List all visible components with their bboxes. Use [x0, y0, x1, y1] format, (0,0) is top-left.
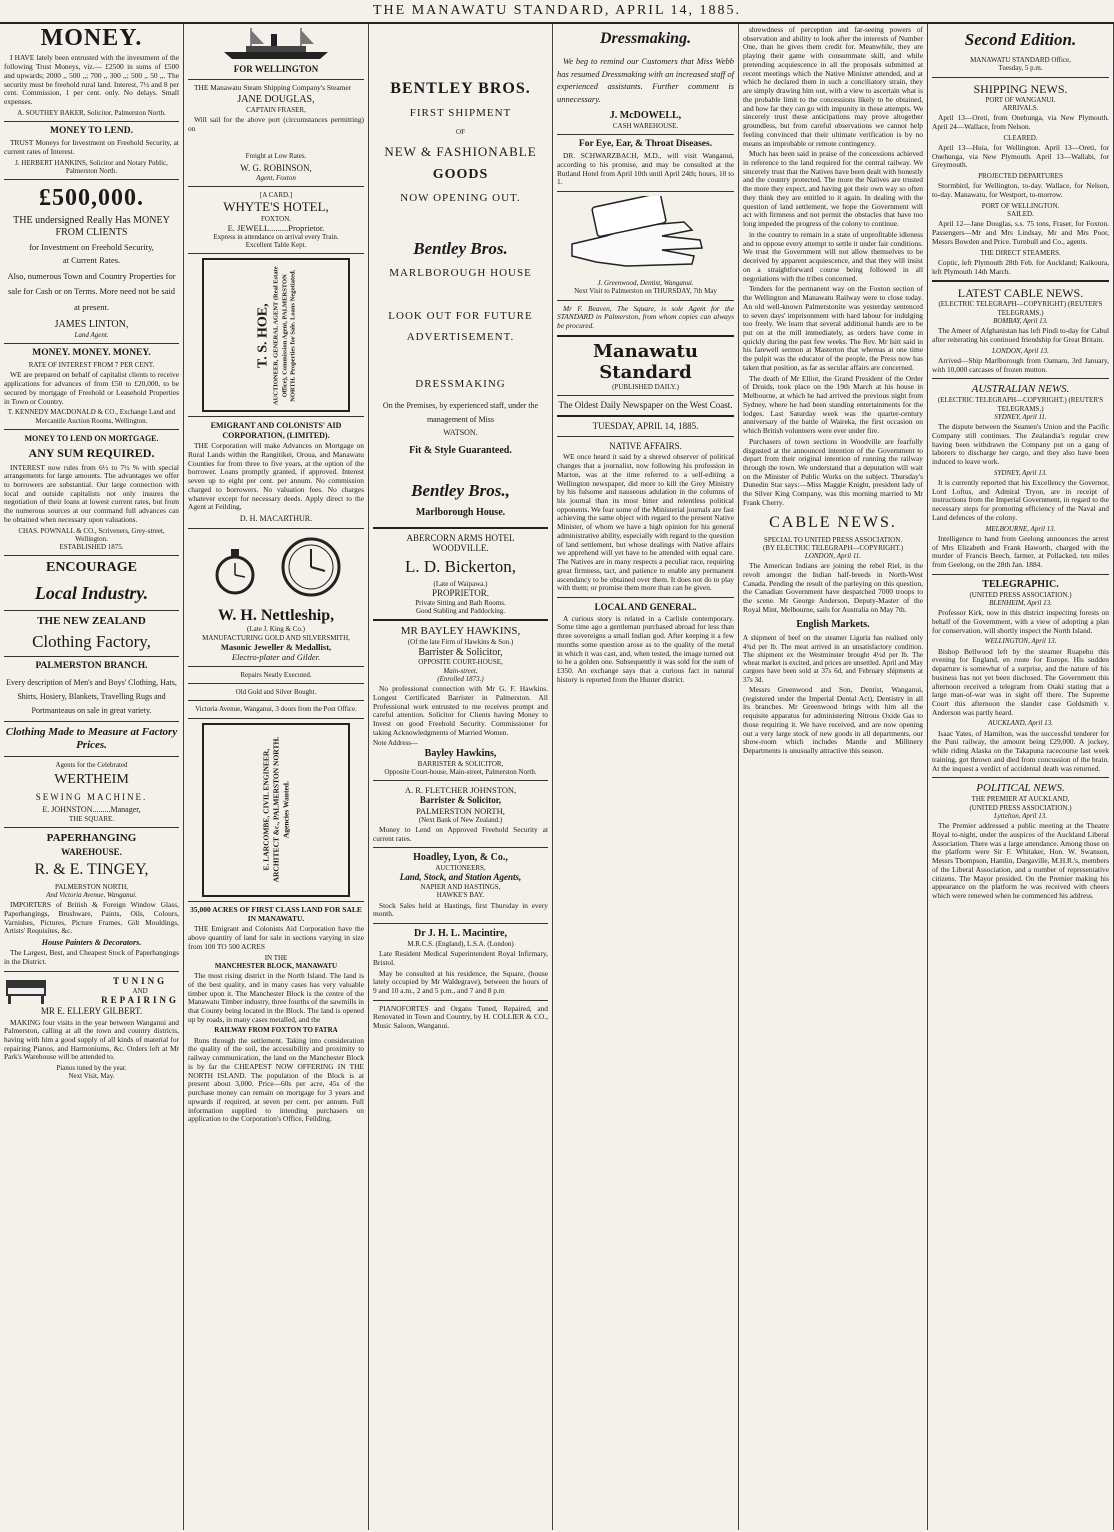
nettleship-text: MANUFACTURING GOLD AND SILVERSMITH,: [202, 633, 350, 642]
arrivals-title: ARRIVALS.: [1002, 103, 1039, 112]
repairing-text: REPAIRING: [101, 995, 179, 1006]
col6-english-text: A shipment of beef on the steamer Liguria has realised only 4¾d per lb. The meat arrived in an unsatisfactory condition. The shipment ex the Westminster brought 4½d per lb. The wheat market is excited, and prices are unsettled. April and May cargoes have been sold at 37s 6d, and February shipments at 37s 3d.: [743, 634, 923, 684]
enrolled-text: (Enrolled 1873.): [437, 674, 484, 683]
hoadley-title: Hoadley, Lyon, & Co.,: [413, 852, 508, 864]
macintire-title: Dr J. H. L. Macintire,: [414, 928, 507, 940]
second-edition: Second Edition.: [964, 30, 1077, 49]
jewell-proprietor: E. JEWELL.........Proprietor.: [227, 222, 325, 233]
in-the-text: IN THE: [264, 953, 288, 962]
for-wellington: FOR WELLINGTON: [233, 64, 319, 74]
big-signature-2: Land Agent.: [74, 330, 109, 339]
oldest-text: The Oldest Daily Newspaper on the West Coast.: [558, 400, 733, 411]
advert-text: ADVERTISEMENT.: [406, 330, 515, 343]
larcombe-card: [202, 723, 350, 897]
upa-2-text: (UNITED PRESS ASSOCIATION.): [969, 803, 1072, 812]
native-title: NATIVE AFFAIRS.: [609, 440, 682, 451]
marlborough-2: Marlborough House.: [415, 506, 506, 518]
hawkins-sub: (Of the late Firm of Hawkins & Son.): [407, 638, 514, 647]
opening-out: NOW OPENING OUT.: [400, 191, 521, 204]
freight-text: Freight at Low Rates.: [245, 151, 307, 160]
money-signature: A. SOUTHEY BAKER, Solicitor, Palmerston North.: [17, 108, 166, 117]
notes-text: Note Address—: [373, 739, 418, 748]
bayley-hawkins-2: Bayley Hawkins,: [424, 747, 497, 759]
political-title: POLITICAL NEWS.: [976, 782, 1065, 795]
big-signature: JAMES LINTON,: [54, 318, 129, 330]
opposite-text: OPPOSITE COURT-HOUSE,: [418, 658, 503, 667]
melbourne-text: Intelligence to hand from Geelong announces the arrest of Mrs Elizabeth and Frank Haworth, charged with the murder of Francis Beech, farmer, at Pollacked, ten miles from Geelong, on the 28th Jan. 1884.: [932, 533, 1109, 570]
pianofortes-text: PIANOFORTES and Organs Tuned, Repaired, and Renovated in Town and Country, by H. COLLIER & CO., Music Saloon, Wanganui.: [373, 1003, 548, 1031]
col6-text-mid: The death of Mr Elliot, the Grand President of the Order of Druids, took place on the 19th March at his house in Melbourne, at which he had arrived the previous night from Sydney, where he had been standing entertainments for the lodges. Last Saturday week was the quarter-century anniversary of the battle of Waireka, the first occasion on which British volunteers were ever under fire.: [743, 373, 923, 436]
pianos-tuned: Pianos tuned by the year.: [56, 1064, 127, 1073]
nettleship-title: W. H. Nettleship,: [217, 606, 335, 624]
col6-text-low: Purchasers of town sections in Woodville are fearfully disgusted at the announced intention of the Government to depart from their original intention of running the railway through the town. We understand that a deputation will wait on the Minister of Public Works on the subject. Thursday's Dunedin Star says:—Miss Maggie Knight, president lady of the Silver King Company, was this morning married to Mr Frank Cherry.: [743, 436, 923, 507]
next-visit: Next Visit, May.: [68, 1072, 115, 1081]
latest-title: LATEST CABLE NEWS.: [957, 286, 1084, 301]
mmm-signature: T. KENNEDY MACDONALD & CO., Exchange Land and Mercantile Auction Rooms, Wellington.: [7, 408, 176, 425]
projected-text: Stormbird, for Wellington, to-day. Wallace, for Nelson, to-day. Manawatu, for Westport, to-morrow.: [932, 181, 1109, 200]
measure-text: Clothing Made to Measure at Factory Prices.: [5, 726, 178, 752]
any-established: ESTABLISHED 1875.: [59, 543, 124, 552]
sydney-2-text: It is currently reported that his Excellency the Governor, Lord Loftus, and Admiral Tryon, are in receipt of instructions from the Imperial Government, in regard to the necessary steps for promoting efficiency of the Naval and Land defences of the colony.: [932, 478, 1109, 522]
victoria-text: Victoria Avenue, Wanganui, 3 doors from the Post Office.: [195, 705, 357, 714]
port-wellington: PORT OF WELLINGTON.: [981, 201, 1060, 210]
blenheim-text: Professor Kirk, now in this district inspecting forests on behalf of the Government, with a view of adopting a plan for conservation, will shortly inspect the North Island.: [932, 608, 1109, 635]
stabling-text: Good Stabling and Paddocking.: [415, 607, 506, 616]
private-text: Private Sitting and Bath Rooms.: [415, 598, 506, 607]
dentist-hand-icon: [566, 196, 726, 276]
hoe-lines: AUCTIONEER, GENERAL AGENT (Real Estate Office), Commission Agent, PALMERSTON NORTH. Properties for Sale. Loans Negotiated.: [272, 265, 297, 405]
london-text: Arrived—Ship Marlborough from Oamaru, 3rd January, with 10,000 carcases of frozen mutton.: [932, 355, 1109, 374]
mortgage-title: MONEY TO LEND ON MORTGAGE.: [24, 433, 159, 443]
cleared-title: CLEARED.: [1003, 133, 1038, 142]
emig-title: EMIGRANT AND COLONISTS' AID CORPORATION, (LIMITED).: [210, 421, 342, 440]
lend-text: TRUST Moneys for Investment on Freehold Security, at current rates of Interest.: [4, 138, 179, 156]
big-text-4: Also, numerous Town and Country Properties for sale for Cash or on Terms. More need not be said at present.: [7, 271, 176, 312]
big-text-3: at Current Rates.: [62, 255, 121, 266]
col6-english: English Markets.: [796, 618, 870, 630]
sydney-title: SYDNEY, April 11.: [994, 412, 1047, 421]
bentley-title: BENTLEY BROS.: [390, 80, 531, 97]
col6-cable: CABLE NEWS.: [769, 513, 897, 531]
london-title: LONDON, April 13.: [992, 346, 1049, 355]
consulted-text: May be consulted at his residence, the Square, (house lately occupied by Mr Waldegrave), between the hours of 9 and 10 a.m., 2 and 5 p.m., and 7 and 8 p.m: [373, 968, 548, 995]
tingey-location: PALMERSTON NORTH,: [54, 882, 129, 891]
political-text: The Premier addressed a public meeting at the Theatre Royal to-night, under the auspices of the Auckland Liberal Association. There was a large attendance. Among those on the platform were Sir F. Whitaker, Hon. W. Swanson, Messrs Thompson, Hamlin, Dargaville, M.H.R.'s, members of the Liberal Association, and a number of representative citizens. The Mayor presided. On the Premier making his appearance on the platform he was received with cheers which were renewed when he commenced his address.: [932, 821, 1109, 900]
col6-cable-text: The American Indians are joining the rebel Riel, in the revolt amongst the Indian half-breeds in North-West Canada. Pending the result of the parleying on this question, the Canadian Government have despatched 7000 troops to the scene. Mr George Anderson, Deputy-Master of the Royal Mint, Melbourne, sails for Australia on May 7th.: [743, 561, 923, 614]
table-text: Excellent Table Kept.: [245, 241, 307, 250]
watson-text: WATSON.: [443, 427, 478, 437]
sailed-text: April 12—Jane Douglas, s.s. 75 tons, Fraser, for Foxton. Passengers—Mr and Mrs Lindsay, Mr and Mrs Poor, Messrs Bowden and Price. Turnbull and Co., agents.: [932, 219, 1109, 246]
sydney-2-title: SYDNEY, April 13.: [994, 468, 1047, 477]
paper-name: Manawatu Standard: [593, 340, 698, 383]
lend-signature: J. HERBERT HANKINS, Solicitor and Notary Public, Palmerston North.: [15, 158, 168, 175]
and-text: AND: [132, 986, 148, 995]
masonic-text: Masonic Jeweller & Medallist,: [220, 641, 332, 652]
date-line: TUESDAY, APRIL 14, 1885.: [592, 421, 699, 432]
col5-text-mid: Much has been said in praise of the concessions achieved in reference to the land required for the central railway. We sincerely trust that the Natives have been dealt with honestly and the country protected. The more the Natives are trusted the more they expect, and having got their own way so often they think they are entitled to it again. In dealing with the question of land settlement, we hope the Government will act with firmness and not permit the obstacles that have too long impeded the progress of the colony to continue.: [743, 149, 923, 229]
tingey-text: IMPORTERS of British & Foreign Window Glass, Paperhangings, Brushware, Paints, Oils, Colours, Varnishes, Pictures, Picture Frames, Gilt Mouldings, Artists' Requisites, &c.: [4, 900, 179, 936]
repairs-text: Repairs Neatly Executed.: [240, 670, 312, 679]
robinson-role: Agent, Foxton: [256, 173, 296, 182]
largest-text: The Largest, Best, and Cheapest Stock of Paperhangings in the District.: [4, 948, 179, 967]
premises-text: On the Premises, by experienced staff, under the management of Miss: [382, 400, 539, 425]
eye-text: DR. SCHWARZBACH, M.D., will visit Wanganui, according to his promise, and may be consulted at the Rutland Hotel from April 10th until April 24th; hours, 10 to 1.: [557, 151, 734, 187]
main-street: Main-street,: [443, 666, 478, 675]
any-signature: CHAS. POWNALL & CO., Scriveners, Grey-street, Wellington.: [18, 526, 165, 543]
bentley-script-2: Bentley Bros.,: [411, 480, 510, 500]
arrivals-text: April 13—Oreti, from Onehunga, via New Plymouth. April 24—Wallace, from Nelson.: [932, 113, 1109, 131]
nz-title: THE NEW ZEALAND: [37, 615, 146, 628]
local-text: A curious story is related in a Carlisle contemporary. Some time ago a gentleman purchased abroad for less than three sovereigns a small Indian god. After keeping it a few months some question arose as to the quality of the metal in which it was cast, and, when tested, the image turned out to be a golden one. Subsequently it was sold for the sum of £350. An exchange says that a curious fact in natural history is reported from the Hunter district.: [557, 613, 734, 684]
wellington-title: WELLINGTON, April 13.: [984, 637, 1057, 646]
steam-text-2: Will sail for the above port (circumstances permitting) on: [188, 115, 364, 134]
big-sum: £500,000.: [39, 185, 144, 212]
bayley-hawkins-loc: Opposite Court-house, Main-street, Palmerston North.: [384, 767, 537, 776]
mcdowell-name: J. McDOWELL,: [609, 109, 682, 121]
stamp-text: J. Greenwood, Dentist, Wanganui.: [597, 279, 694, 288]
col5-text-top: shrewdness of perception and far-seeing powers of observation and ability to look after the interests of Number One, than he gives them credit for. Meanwhile, they are playing their game with consummate skill, and while pretending acquiescence in all the proposals submitted at recent meetings which the Native Minister attended, and at which he declared them in such a conciliatory strain, they are simply drawing him out, with a view to ascertain what is the probable limit to the concessions likely to be obtained, and how far they can go with impunity in these attempts. We sincerely trust these anticipations may prove altogether groundless, but from careful observations we cannot help feeling convinced that their ultimate verification is by no means an improbable or remote contingency.: [743, 25, 923, 148]
palmerston-text: PALMERSTON NORTH,: [416, 805, 505, 816]
gilbert-text: MAKING four visits in the year between Wanganui and Palmerston, calling at all the town and country districts, having with him a good supply of all kinds of material for repairing Pianos, and Harmoniums, &c. Orders left at Mr Park's Warehouse will be attended to.: [4, 1017, 179, 1062]
mrcs-text: M.R.C.S. (England), L.S.A. (London): [407, 939, 514, 948]
steamship-icon: [216, 26, 336, 62]
hawkes-text: HAWKE'S BAY.: [436, 891, 485, 900]
agents-text: Agents for the Celebrated: [55, 761, 128, 770]
foxton-text: FOXTON.: [260, 214, 291, 223]
column-4: [553, 24, 739, 1530]
col6-special: SPECIAL TO UNITED PRESS ASSOCIATION.: [763, 535, 903, 544]
abercorn-title: ABERCORN ARMS HOTEL: [406, 532, 515, 543]
blenheim-title: BLENHEIM, April 13.: [989, 598, 1052, 607]
goods-text: GOODS: [432, 167, 489, 183]
native-text: WE once heard it said by a shrewd observer of political changes that a journalist, now following his profession in Marton, was at the time referred to a self-editing a Wellington newspaper, did more to kill the Grey Ministry by his fulsome and nauseous adulation in the columns of his journal than its most bitter and relentless political opponents. We fear some of the Ministerial journals are fast achieving the same object with regard to the present Native Minister, of whom we have a high opinion for his general administrative ability, especially with regard to the question of land settlement, but whose dealings with Native affairs we apprehend will yet have to be attended with equal care. The Natives are in many respects a peculiar race, requiring great firmness, tact, and patience to enable any permanent ascendancy to be obtained over them. It does not do to play with them; or promise them more than can be given.: [557, 452, 734, 593]
bickerton-name: L. D. Bickerton,: [405, 556, 516, 576]
acres-text: THE Emigrant and Colonists Aid Corporation have the above quantity of land for sale in sections varying in size from 100 TO 500 ACRES: [188, 924, 364, 951]
port-title: PORT OF WANGANUI.: [985, 95, 1056, 104]
col6-copyright: (BY ELECTRIC TELEGRAPH—COPYRIGHT.): [762, 543, 904, 552]
melbourne-title: MELBOURNE, April 13.: [985, 524, 1056, 533]
time-text: Tuesday, 5 p.m.: [998, 64, 1043, 73]
block-title: MANCHESTER BLOCK, MANAWATU: [214, 961, 338, 970]
fit-text: Fit & Style Guaranteed.: [409, 445, 512, 457]
warehouse-text: WAREHOUSE.: [61, 847, 122, 858]
branch-title: PALMERSTON BRANCH.: [35, 661, 148, 672]
big-text-2: for Investment on Freehold Security,: [29, 242, 154, 253]
electro-text: Electro-plater and Gilder.: [231, 651, 321, 662]
branch-text: Every description of Men's and Boys' Clothing, Hats, Shirts, Hosiery, Blankets, Travelling Rugs and Portmanteaus on sale in great variety.: [6, 678, 177, 715]
direct-text: Coptic, left Plymouth 28th Feb. for Auckland; Kaikoura, left Plymouth 14th March.: [932, 257, 1109, 276]
tuning-text: TUNING: [113, 976, 168, 987]
barrister-2: Barrister & Solicitor,: [419, 795, 502, 806]
column-2: [184, 24, 369, 1530]
encourage-title: ENCOURAGE: [45, 560, 137, 576]
bentley-script: Bentley Bros.: [413, 238, 508, 258]
gilbert-title: MR E. ELLERY GILBERT.: [40, 1005, 143, 1016]
johnston-manager: E. JOHNSTON.........Manager,: [42, 805, 141, 815]
railway-text: Runs through the settlement. Taking into consideration the quality of the soil, the accessibility and proximity to railway communication, the land on the Manchester Block is by far the CHEAPEST NOW OFFERING IN THE NORTH ISLAND. The population of the Block is at present about 3,000. Price—60s per acre, 45s of the purchase money can remain on mortgage for 3 years and upwards if required, at seven per cent. per annum. Full information supplied to intending purchasers on application to the Corporation's Office, Feilding.: [188, 1035, 364, 1124]
captain-text: CAPTAIN FRASER,: [246, 106, 306, 115]
square-text: THE SQUARE.: [68, 814, 115, 823]
local-industry: Local Industry.: [34, 582, 149, 603]
dress-text: We beg to remind our Customers that Miss Webb has resumed Dressmaking with an increased staff of experienced assistants. Further comment is unnecessary.: [557, 55, 734, 105]
masthead-title: THE MANAWATU STANDARD, APRIL 14, 1885.: [0, 0, 1114, 24]
hoe-name: T. S. HOE,: [255, 302, 271, 368]
sailed-title: SAILED.: [1007, 210, 1034, 219]
proprietor-text: PROPRIETOR.: [431, 588, 490, 599]
hoe-card: [202, 258, 350, 412]
wertheim-text: WERTHEIM: [54, 772, 129, 788]
beaven-text: Mr F. Beaven, The Square, is sole Agent for the STANDARD in Palmerston, from whom copies can always be procured.: [557, 303, 734, 331]
bombay-title: BOMBAY, April 13.: [993, 316, 1048, 325]
col6-text-top: Tenders for the permanent way on the Foxton section of the Wellington and Manawatu Railway were to close today. An old well-known Palmerstonite was yesterday sentenced to seven days' imprisonment with hard labour for indulging too freely. We learn that several additional hands are to be put on at the mill immediately, as orders have come in quickly during the past few weeks. The Rev. Mr Isitt said in his farewell sermon at Masterton that whereas at one time the pulpit was the educator of the people, the Press now has taken that position, as far as secular affairs are concerned.: [743, 284, 923, 372]
col5-text-bottom: in the country to remain in a state of unprofitable idleness and to oppose every attempt to settle it under fair conditions. We trust the Government will not allow themselves to be deceived by apparent acquiescence, and that they will insist on a straightforward course being followed in all negotiations with the tribes concerned.: [743, 229, 923, 283]
hawkins-text: No professional connection with Mr G. F. Hawkins. Longest Certificated Barrister in Palmerston. All Professional work entrusted to me receives prompt and careful attention. Solicitor for Clients having Money to Invest on good Freehold Security. Commissioner for taking Acknowledgments of Married Women.: [373, 684, 548, 737]
column-6: [928, 24, 1114, 1530]
mmm-text: WE are prepared on behalf of capitalist clients to receive applications for advances of from £50 to £20,000, to be secured by mortgage of Freehold or Leasehold Properties in Town or Country.: [4, 370, 179, 406]
col6-london: LONDON, April 11.: [804, 552, 862, 561]
mmm-title: MONEY. MONEY. MONEY.: [32, 348, 151, 359]
lend-title: MONEY TO LEND.: [50, 125, 133, 136]
block-text: The most rising district in the North Island. The land is of the best quality, and in many cases has very valuable timber upon it. The Manchester Block is the centre of the Manawatu Timber industry, three fourths of the sawmills in that County being located in the Block. The land is opened up by roads, in many cases metalled, and the: [188, 971, 364, 1024]
money-title: MONEY.: [40, 25, 143, 51]
mmm-sub: RATE OF INTEREST FROM 7 PER CENT.: [28, 361, 155, 370]
column-3: [369, 24, 553, 1530]
any-text: INTEREST now rules from 6½ to 7½ % with special arrangements for large amounts. The advantages we offer to borrowers are substantial. Our large connection with local and outside capitalists not only insures the negotiation of their loans at lowest current rates, but from the numerous sources at our command full advances can be obtained when necessary upon valuations.: [4, 462, 179, 524]
money-lend: Money to Lend on Approved Freehold Security at current rates.: [373, 824, 548, 843]
of-text: OF: [456, 127, 465, 136]
piano-icon: [4, 976, 48, 1006]
new-fashionable: NEW & FASHIONABLE: [384, 144, 537, 160]
late-text: Late Resident Medical Superintendent Royal Infirmary, Bristol.: [373, 949, 548, 967]
eye-title: For Eye, Ear, & Throat Diseases.: [578, 138, 713, 149]
aus-sub: (ELECTRIC TELEGRAPH—COPYRIGHT.) (REUTER'S TELEGRAMS.): [937, 396, 1104, 413]
premier-title: THE PREMIER AT AUCKLAND,: [971, 795, 1070, 804]
acres-title: 35,000 ACRES OF FIRST CLASS LAND FOR SALE IN MANAWATU.: [190, 904, 362, 923]
robinson-name: W. G. ROBINSON,: [240, 163, 312, 174]
tingey-title: R. & E. TINGEY,: [34, 860, 149, 878]
office-text: MANAWATU STANDARD Office,: [970, 56, 1071, 65]
waipawa-text: (Late of Waipawa.): [433, 579, 488, 588]
aus-title: AUSTRALIAN NEWS.: [971, 383, 1070, 396]
latest-sub: (ELECTRIC TELEGRAPH—COPYRIGHT) (REUTER'S TELEGRAMS.): [938, 300, 1103, 317]
wellington-text: Bishop Bellwood left by the steamer Ruapehu this evening for England, en route for Europe. His sudden departure is somewhat of a surprise, and the nature of his business has not yet been disclosed. The Government this afternoon received a telegram from Otaki stating that a large man-of-war was in sight off there. The Supreme Court this afternoon the slander case Goldsmith v. Anderson was partly heard.: [932, 646, 1109, 717]
auckland-title: AUCKLAND, April 13.: [988, 719, 1053, 728]
shipping-title: SHIPPING NEWS.: [973, 81, 1068, 96]
col6-advt-text: Messrs Greenwood and Son, Dentist, Wanganui, (registered under the Imperial Dental Act), Dentistry in all its branches. Mr Greenwood brings with him all the requisite apparatus for administering Nitrous Oxide Gas to those requiring it. We have received, and are now opening out a very large stock of new goods in all departments, our show-room which includes Mantle and Millinery Departments is unusually attractive this season.: [743, 684, 923, 756]
dress-title: Dressmaking.: [599, 30, 692, 47]
published-text: (PUBLISHED DAILY.): [612, 383, 679, 392]
old-gold-text: Old Gold and Silver Bought.: [235, 688, 317, 697]
sewing-text: SEWING MACHINE.: [35, 791, 148, 802]
clock-watch-icon: [201, 533, 351, 603]
woodville-text: WOODVILLE.: [432, 543, 489, 554]
larcombe-lines: E. LARCOMBE, CIVIL ENGINEER, ARCHITECT &c., PALMERSTON NORTH. Agencies Wanted.: [261, 736, 290, 883]
projected-title: PROJECTED DEPARTURES: [978, 172, 1063, 181]
whyte-hotel: WHYTE'S HOTEL,: [223, 199, 329, 215]
bombay-text: The Ameer of Afghanistan has left Pindi to-day for Cabul after reiterating his continued friendship for Great Britain.: [932, 326, 1109, 344]
railway-title: RAILWAY FROM FOXTON TO FATRA: [214, 1026, 338, 1035]
visit-text: Next Visit to Palmerston on THURSDAY, 7th May: [574, 287, 717, 296]
hawkins-title: MR BAYLEY HAWKINS,: [400, 625, 521, 638]
any-title: ANY SUM REQUIRED.: [28, 446, 155, 461]
express-text: Express in attendance on arrival every Train.: [213, 232, 339, 241]
stock-text: Stock Sales held at Hastings, first Thursday in every month.: [373, 900, 548, 919]
direct-title: THE DIRECT STEAMERS.: [980, 248, 1061, 257]
lyttelton-title: Lyttelton, April 13.: [994, 811, 1047, 820]
barrister-text: Barrister & Solicitor,: [418, 646, 503, 658]
column-5: [739, 24, 928, 1530]
upa-text: (UNITED PRESS ASSOCIATION.): [969, 590, 1072, 599]
big-text-1: THE undersigned Really Has MONEY FROM CLIENTS: [13, 215, 170, 239]
auckland-text: Isaac Yates, of Hamilton, was the successful tenderer for the Puni railway, the amount being £29,000. A jockey, while riding Alaska on the Takapuna racecourse last week training, got thrown and died from concussion of the brain. At the inquest a verdict of accidental death was returned.: [932, 728, 1109, 773]
dressmaking-title: DRESSMAKING: [415, 377, 506, 390]
column-1: [0, 24, 184, 1530]
telegraphic-title: TELEGRAPHIC.: [982, 578, 1059, 590]
steam-text: THE Manawatu Steam Shipping Company's Steamer: [194, 82, 352, 92]
cleared-text: April 13—Huia, for Wellington. April 13—Oreti, for Onehunga, via New Plymouth. April 13—Wallabi, for Greymouth.: [932, 142, 1109, 170]
card-text: [A CARD.]: [259, 190, 293, 199]
local-title: LOCAL AND GENERAL.: [594, 602, 697, 613]
bayley-hawkins-sub: BARRISTER & SOLICITOR,: [417, 759, 504, 768]
land-text: Land, Stock, and Station Agents,: [399, 872, 522, 883]
jane-douglas: JANE DOUGLAS,: [237, 94, 315, 106]
marlborough-house: MARLBOROUGH HOUSE: [389, 266, 532, 279]
paper-title: PAPERHANGING: [46, 832, 137, 845]
nettleship-sub: (Late J. King & Co.): [247, 625, 305, 634]
house-painters: House Painters & Decorators.: [41, 938, 142, 948]
tingey-location-2: And Victoria Avenue, Wanganui.: [46, 890, 137, 899]
macarthur-name: D. H. MACARTHUR.: [239, 514, 313, 524]
cash-warehouse: CASH WAREHOUSE.: [612, 121, 679, 130]
sydney-text: The dispute between the Seamen's Union and the Pacific Company still continues. The Zealandia's regular crew having been withdrawn the Company put on a gang of laborers to discharge her cargo, and they also have been induced to leave work.: [932, 422, 1109, 467]
next-bank: (Next Bank of New Zealand.): [418, 815, 503, 824]
first-shipment: FIRST SHIPMENT: [409, 106, 512, 119]
money-text: I HAVE lately been entrusted with the investment of the following Trust Moneys, viz.— £2500 in sums of £500 and upwards; 2000 ,, 500 ,,; 700 ,, 300 ,,; 500 ,, 50 ,,. The security must be freehold rural land. Interest, 7½ and 8 per cent. Commission, 1 per cent. only. No delays. Small expenses.: [4, 53, 179, 106]
clothing-factory: Clothing Factory,: [32, 632, 151, 652]
auctioneers-text: AUCTIONEERS,: [435, 864, 486, 873]
emig-text: THE Corporation will make Advances on Mortgage on Rural Lands within the Rangitikei, Oroua, and Manawatu Counties for from three to five years, at the option of the borrower. Loans promptly granted, if approved. Interest seven up to eight per cent. per annum. No commission charged to borrowers. No valuation fees. No charges whatever except for necessary deeds. Apply direct to the Agent at Feilding,: [188, 441, 364, 512]
lookout-text: LOOK OUT FOR FUTURE: [388, 309, 533, 322]
fletcher-johnston: A. R. FLETCHER JOHNSTON,: [404, 785, 517, 796]
napier-text: NAPIER AND HASTINGS,: [420, 883, 501, 892]
